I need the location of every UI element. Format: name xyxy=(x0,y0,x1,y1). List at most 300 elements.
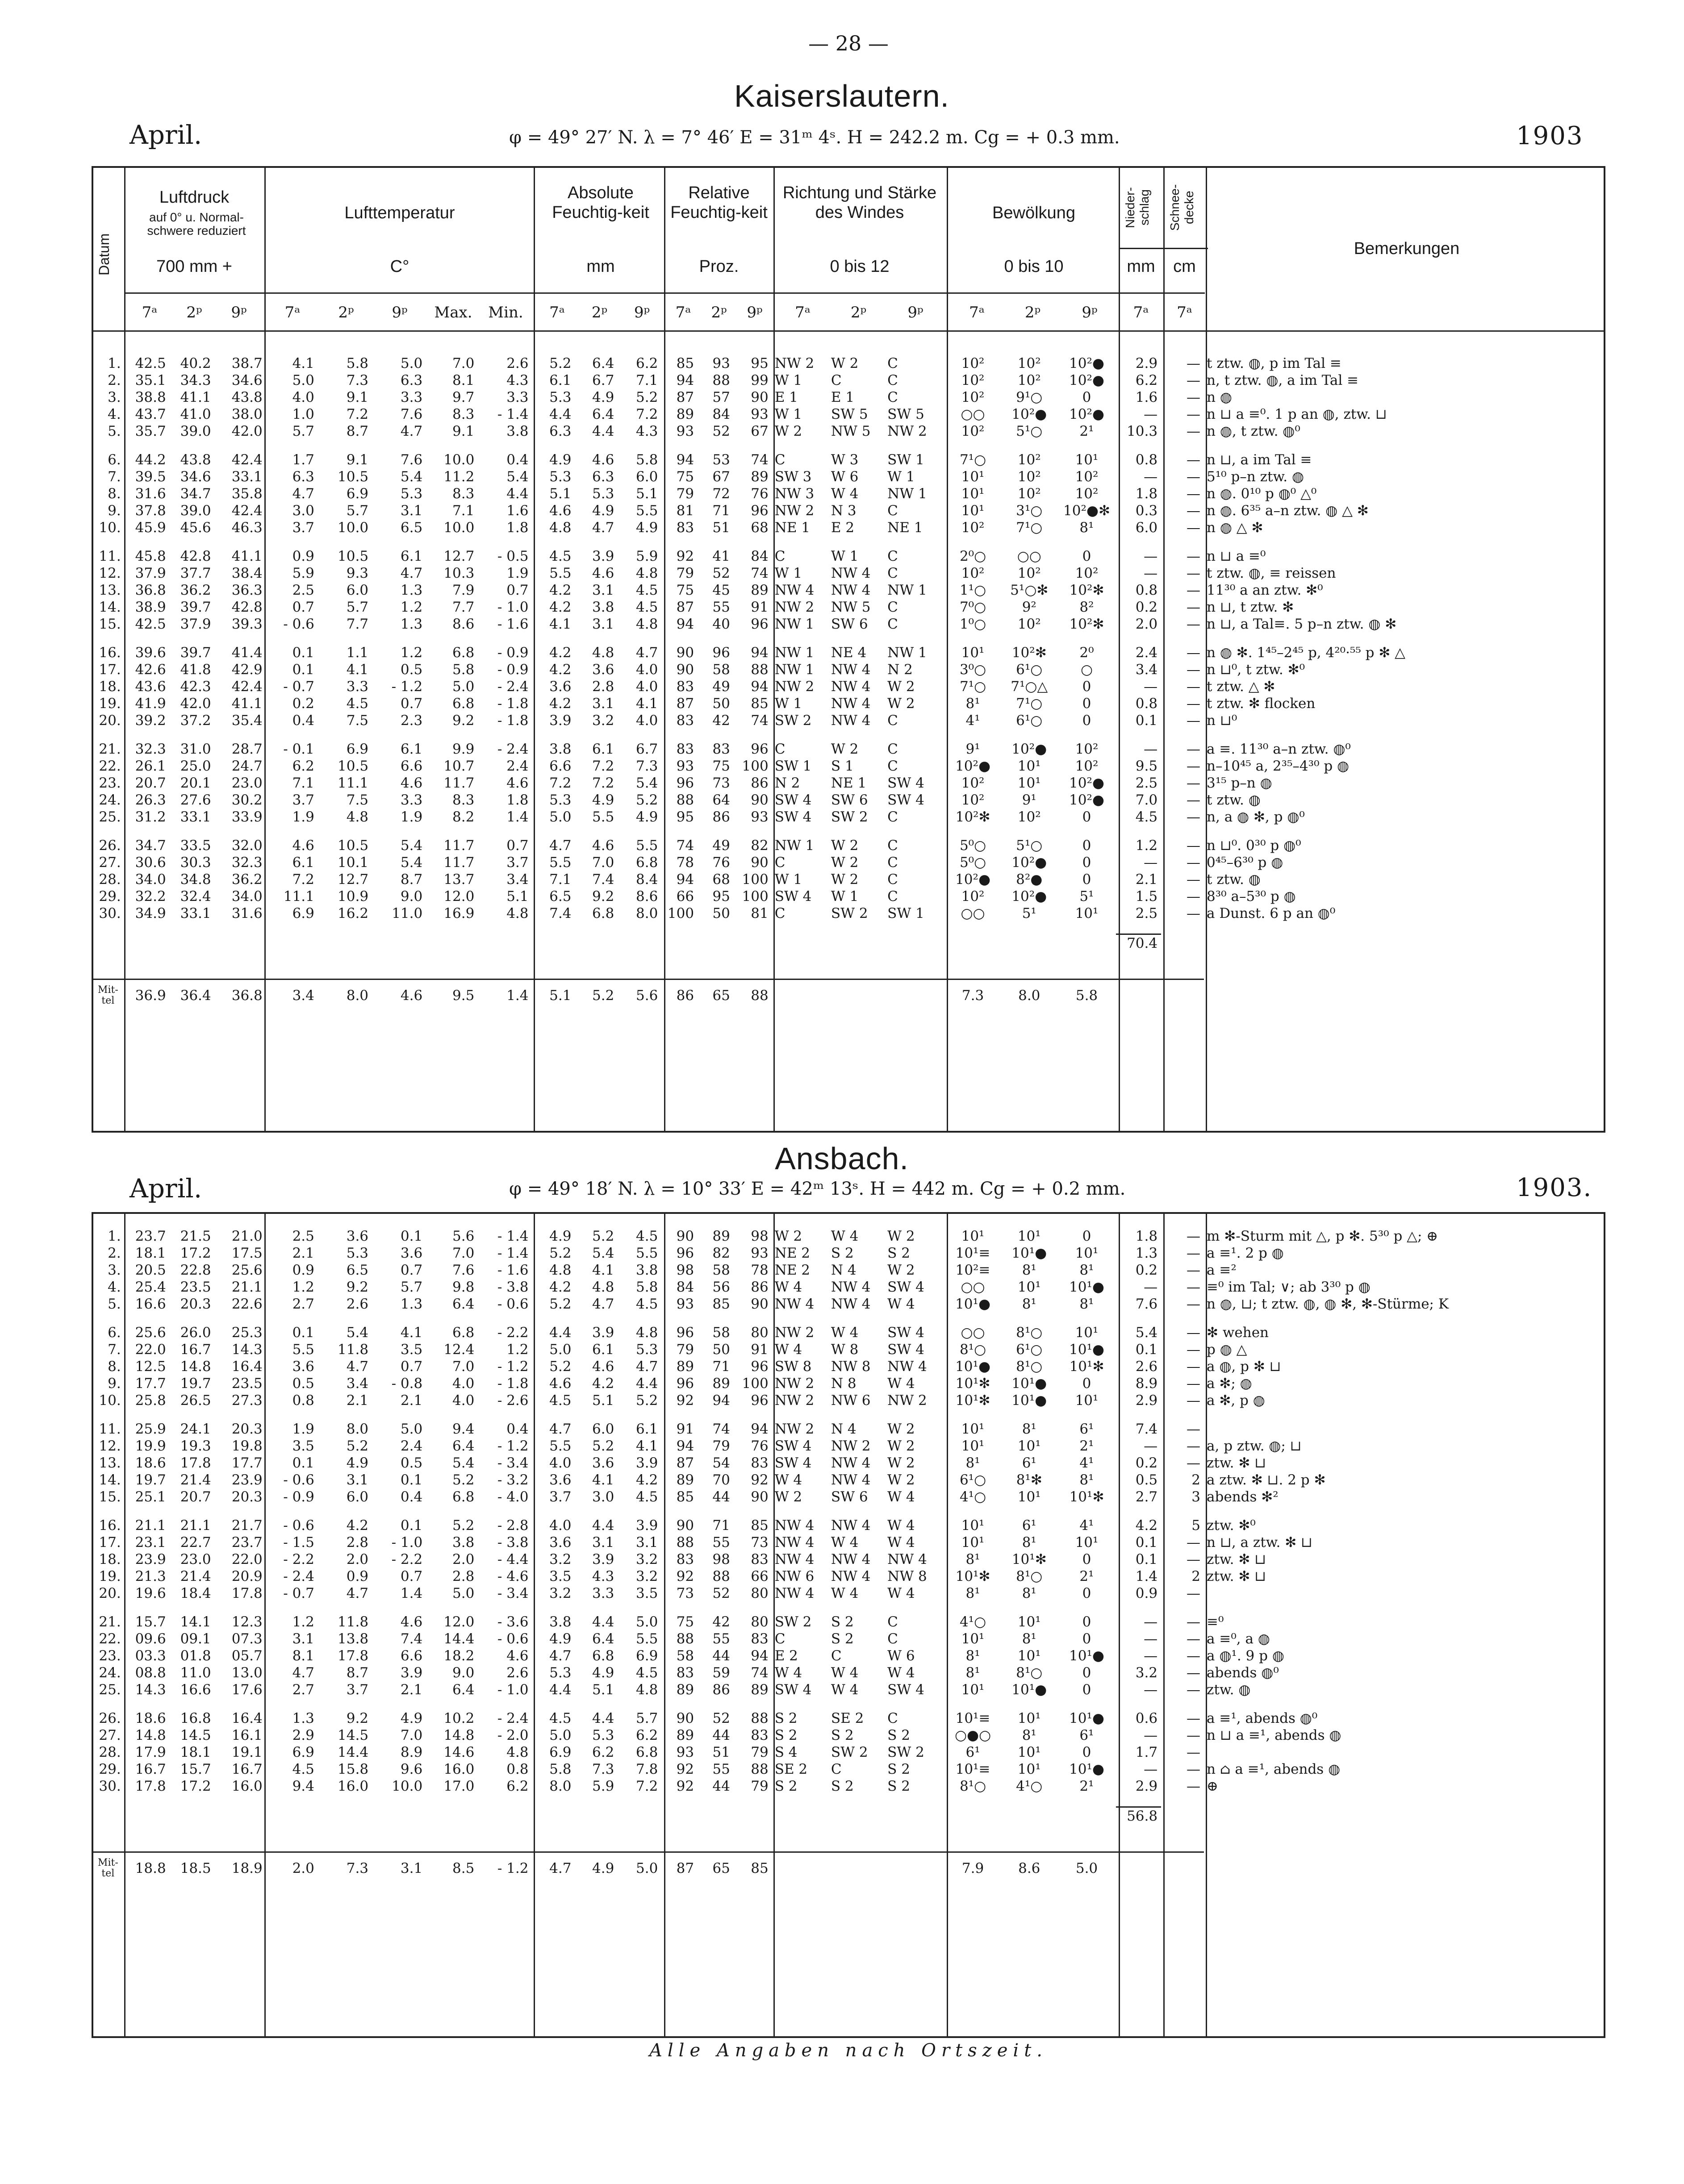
cell-t7: 11.1 xyxy=(283,888,314,904)
cell-w9: W 4 xyxy=(887,1489,915,1505)
cell-r9: 80 xyxy=(751,1585,769,1601)
cell-p2: 16.8 xyxy=(180,1710,211,1726)
cell-snow: — xyxy=(1187,838,1201,854)
cell-r9: 74 xyxy=(751,1665,769,1681)
cell-r9: 94 xyxy=(751,1648,769,1664)
cell-p7: 39.6 xyxy=(135,645,166,661)
cell-t9: 6.3 xyxy=(400,372,423,388)
cell-precip: 0.1 xyxy=(1135,1551,1158,1567)
cell-precip: 0.1 xyxy=(1135,1534,1158,1550)
cell-p2: 21.4 xyxy=(180,1472,211,1488)
cell-b9: 0 xyxy=(1082,1665,1091,1681)
cell-t9: 4.6 xyxy=(400,1614,423,1630)
cell-remarks: n ⌂ a ≡¹, abends ◍ xyxy=(1207,1761,1341,1777)
cell-t7: - 0.1 xyxy=(283,741,314,757)
cell-t2: 2.0 xyxy=(346,1551,369,1567)
cell-w7: S 2 xyxy=(774,1778,798,1794)
mean-tmax: 8.5 xyxy=(426,1852,478,1884)
cell-r7: 94 xyxy=(676,452,694,468)
cell-b9: 2¹ xyxy=(1079,423,1094,439)
table-row xyxy=(92,582,1605,599)
cell-b7: 5⁰○ xyxy=(959,838,986,854)
cell-day: 12. xyxy=(99,1438,121,1454)
cell-b7: 8¹ xyxy=(965,1665,980,1681)
cell-p2: 34.6 xyxy=(180,469,211,485)
mean-r2: 65 xyxy=(698,1852,734,1884)
cell-r7: 93 xyxy=(676,1744,694,1760)
cell-tmin: 3.8 xyxy=(506,423,529,439)
cell-day: 18. xyxy=(99,1551,121,1567)
cell-b7: 10²≡ xyxy=(955,1262,990,1278)
cell-w2: W 4 xyxy=(831,1534,859,1550)
cell-w2: C xyxy=(831,1761,842,1777)
cell-precip: 2.4 xyxy=(1135,645,1158,661)
cell-w9: W 4 xyxy=(887,1585,915,1601)
cell-remarks xyxy=(1204,1744,1605,1761)
cell-w9: C xyxy=(887,599,898,615)
mean-b9: 5.8 xyxy=(1057,979,1116,1012)
cell-tmax: 2.0 xyxy=(452,1551,475,1567)
cell-b9: 10²● xyxy=(1069,775,1104,791)
cell-p9: 23.7 xyxy=(231,1534,263,1550)
cell-w9: S 2 xyxy=(887,1245,910,1261)
cell-r9: 96 xyxy=(751,741,769,757)
cell-r7: 83 xyxy=(676,679,694,695)
cell-w2: SW 6 xyxy=(831,792,868,808)
cell-day: 24. xyxy=(99,792,121,808)
cell-r7: 74 xyxy=(676,838,694,854)
cell-r7: 93 xyxy=(676,1296,694,1312)
cell-t7: 2.7 xyxy=(292,1682,314,1698)
cell-e9: 8.4 xyxy=(636,871,658,888)
cell-p7: 23.7 xyxy=(135,1228,166,1244)
cell-r7: 96 xyxy=(676,1375,694,1392)
cell-r2: 50 xyxy=(712,905,730,921)
cell-tmin: 5.4 xyxy=(506,469,529,485)
cell-t9: 0.7 xyxy=(400,1568,423,1584)
cell-r7: 83 xyxy=(676,1665,694,1681)
cell-day: 5. xyxy=(108,423,121,439)
table-row xyxy=(92,1517,1605,1534)
cell-w2: W 2 xyxy=(831,741,859,757)
cell-precip: 5.4 xyxy=(1135,1325,1158,1341)
cell-b9: 10²● xyxy=(1069,372,1104,388)
cell-e9: 3.1 xyxy=(636,1534,658,1550)
cell-p9: 17.5 xyxy=(231,1245,263,1261)
cell-b7: 6¹ xyxy=(965,1744,980,1760)
cell-r2: 50 xyxy=(712,696,730,712)
cell-e2: 4.3 xyxy=(592,1568,614,1584)
cell-tmin: - 2.6 xyxy=(497,1392,529,1409)
cell-p7: 14.3 xyxy=(135,1682,166,1698)
cell-p7: 16.7 xyxy=(135,1761,166,1777)
cell-w7: NW 1 xyxy=(774,838,815,854)
cell-b2: 10¹ xyxy=(1017,1279,1041,1295)
cell-e9: 7.1 xyxy=(636,372,658,388)
cell-b9: 10¹● xyxy=(1069,1279,1104,1295)
cell-w2: W 4 xyxy=(831,1585,859,1601)
cell-p7: 45.8 xyxy=(135,548,166,564)
cell-e2: 7.4 xyxy=(592,871,614,888)
cell-t7: 0.7 xyxy=(292,599,314,615)
table-row xyxy=(92,372,1605,389)
cell-b2: 10¹✻ xyxy=(1011,1551,1047,1567)
cell-w2: NW 6 xyxy=(831,1392,871,1409)
cell-snow: — xyxy=(1187,372,1201,388)
cell-r9: 81 xyxy=(751,905,769,921)
cell-r9: 96 xyxy=(751,1359,769,1375)
cell-day: 12. xyxy=(99,565,121,581)
cell-b9: 10² xyxy=(1075,758,1099,774)
cell-b9: 0 xyxy=(1082,871,1091,888)
cell-day: 27. xyxy=(99,854,121,871)
cell-b9: 8² xyxy=(1079,599,1094,615)
cell-day: 26. xyxy=(99,1710,121,1726)
cell-tmax: 5.8 xyxy=(452,662,475,678)
cell-tmax: 5.2 xyxy=(452,1472,475,1488)
cell-p2: 40.2 xyxy=(180,355,211,371)
cell-b9: 10¹● xyxy=(1069,1648,1104,1664)
cell-remarks: n ⊔, a ztw. ✻ ⊔ xyxy=(1207,1534,1313,1550)
cell-r7: 73 xyxy=(676,1585,694,1601)
cell-tmin: 1.4 xyxy=(506,809,529,825)
cell-p2: 42.3 xyxy=(180,679,211,695)
cell-b9: 10²✻ xyxy=(1069,582,1104,598)
cell-b2: 6¹ xyxy=(1022,1517,1036,1534)
cell-p9: 23.0 xyxy=(231,775,263,791)
cell-b2: 9¹ xyxy=(1022,792,1036,808)
cell-r7: 83 xyxy=(676,713,694,729)
cell-w2: W 6 xyxy=(831,469,859,485)
cell-b9: 0 xyxy=(1082,854,1091,871)
cell-day: 27. xyxy=(99,1727,121,1743)
cell-p2: 25.0 xyxy=(180,758,211,774)
table-row xyxy=(92,1664,1605,1681)
cell-tmax: 12.7 xyxy=(443,548,475,564)
cell-tmin: - 3.8 xyxy=(497,1279,529,1295)
table-row xyxy=(92,1585,1605,1602)
header-bewoelkung-unit: 0 bis 10 xyxy=(1004,257,1064,276)
cell-r9: 79 xyxy=(751,1744,769,1760)
cell-r7: 94 xyxy=(676,616,694,632)
cell-w9: W 1 xyxy=(887,469,915,485)
cell-snow: — xyxy=(1187,1727,1201,1743)
header-absolute-feuchtigkeit: Absolute Feuchtig-keit xyxy=(552,183,649,222)
cell-tmax: 9.1 xyxy=(452,423,475,439)
cell-e9: 4.7 xyxy=(636,645,658,661)
table-row xyxy=(92,888,1605,905)
cell-b2: 10¹ xyxy=(1017,1710,1041,1726)
cell-b2: 5¹○ xyxy=(1016,838,1043,854)
cell-r2: 79 xyxy=(712,1438,730,1454)
cell-w9: W 4 xyxy=(887,1375,915,1392)
cell-precip: — xyxy=(1144,469,1158,485)
cell-e9: 4.8 xyxy=(636,565,658,581)
cell-p9: 33.1 xyxy=(231,469,263,485)
cell-snow: — xyxy=(1187,679,1201,695)
cell-r7: 87 xyxy=(676,599,694,615)
cell-w2: C xyxy=(831,1648,842,1664)
cell-p9: 41.4 xyxy=(231,645,263,661)
cell-e2: 4.9 xyxy=(592,503,614,519)
cell-remarks: ztw. ✻ ⊔ xyxy=(1207,1568,1266,1584)
cell-e7: 4.4 xyxy=(549,1325,572,1341)
cell-e2: 3.1 xyxy=(592,696,614,712)
cell-precip: — xyxy=(1144,1648,1158,1664)
cell-p9: 19.1 xyxy=(231,1744,263,1760)
cell-w7: C xyxy=(774,905,786,921)
cell-precip: 2.9 xyxy=(1135,1392,1158,1409)
cell-tmax: 12.0 xyxy=(443,1614,475,1630)
cell-r2: 44 xyxy=(712,1727,730,1743)
cell-r7: 92 xyxy=(676,1761,694,1777)
cell-r7: 90 xyxy=(676,662,694,678)
cell-remarks: n ⊔ a ≡⁰. 1 p an ◍, ztw. ⊔ xyxy=(1207,406,1387,422)
cell-w2: W 2 xyxy=(831,854,859,871)
cell-e2: 4.9 xyxy=(592,792,614,808)
cell-b9: 6¹ xyxy=(1079,1727,1094,1743)
cell-t9: 5.4 xyxy=(400,469,423,485)
cell-p9: 43.8 xyxy=(231,389,263,405)
cell-p7: 17.8 xyxy=(135,1778,166,1794)
cell-r7: 90 xyxy=(676,1517,694,1534)
cell-r7: 85 xyxy=(676,355,694,371)
cell-t9: 3.3 xyxy=(400,389,423,405)
cell-e7: 4.2 xyxy=(549,582,572,598)
cell-w9: NW 1 xyxy=(887,486,927,502)
cell-w2: W 2 xyxy=(831,871,859,888)
cell-tmax: 6.4 xyxy=(452,1296,475,1312)
mean-precip xyxy=(1116,979,1161,1012)
cell-snow: — xyxy=(1187,1710,1201,1726)
cell-remarks: ztw. ✻ ⊔ xyxy=(1207,1455,1266,1471)
cell-b7: 10² xyxy=(961,423,985,439)
cell-b7: 10¹≡ xyxy=(955,1710,990,1726)
cell-b9: 10¹● xyxy=(1069,1710,1104,1726)
cell-e2: 3.6 xyxy=(592,662,614,678)
cell-b9: 10²● xyxy=(1069,792,1104,808)
cell-b7: 10¹ xyxy=(961,486,985,502)
mean-tmin: 1.4 xyxy=(478,979,532,1012)
cell-p7: 32.3 xyxy=(135,741,166,757)
cell-r2: 45 xyxy=(712,582,730,598)
cell-e7: 5.3 xyxy=(549,389,572,405)
mean-w2 xyxy=(828,979,885,1012)
cell-p2: 33.1 xyxy=(180,809,211,825)
cell-e2: 6.8 xyxy=(592,1648,614,1664)
cell-day: 30. xyxy=(99,1778,121,1794)
cell-b9: 10¹✻ xyxy=(1069,1489,1104,1505)
cell-day: 14. xyxy=(99,1472,121,1488)
cell-tmin: 0.8 xyxy=(506,1761,529,1777)
cell-p7: 32.2 xyxy=(135,888,166,904)
cell-w7: W 4 xyxy=(774,1342,802,1358)
cell-w7: SW 2 xyxy=(774,713,812,729)
cell-tmin: - 1.0 xyxy=(497,1682,529,1698)
cell-p9: 16.1 xyxy=(231,1727,263,1743)
cell-r2: 44 xyxy=(712,1648,730,1664)
cell-r7: 84 xyxy=(676,1279,694,1295)
cell-r7: 96 xyxy=(676,775,694,791)
cell-e9: 5.8 xyxy=(636,1279,658,1295)
cell-tmin: 5.1 xyxy=(506,888,529,904)
cell-t7: - 1.5 xyxy=(283,1534,314,1550)
cell-b7: 10¹ xyxy=(961,1534,985,1550)
cell-w2: W 4 xyxy=(831,1325,859,1341)
cell-tmin: - 2.0 xyxy=(497,1727,529,1743)
mean-t9: 4.6 xyxy=(372,979,426,1012)
cell-t7: 0.1 xyxy=(292,1455,314,1471)
cell-t9: 4.7 xyxy=(400,565,423,581)
cell-e2: 3.8 xyxy=(592,599,614,615)
cell-p9: 17.6 xyxy=(231,1682,263,1698)
cell-p9: 41.1 xyxy=(231,696,263,712)
cell-t9: 1.3 xyxy=(400,1296,423,1312)
cell-tmin: 0.7 xyxy=(506,838,529,854)
subheader-9p: 9ᵖ xyxy=(1082,304,1098,321)
subheader-7a: 7ᵃ xyxy=(284,304,301,321)
cell-tmax: 5.0 xyxy=(452,679,475,695)
cell-tmax: 18.2 xyxy=(443,1648,475,1664)
cell-tmin: - 0.9 xyxy=(497,645,529,661)
cell-r2: 71 xyxy=(712,1517,730,1534)
table-row xyxy=(92,905,1605,922)
cell-tmax: 9.7 xyxy=(452,389,475,405)
mean-p9: 36.8 xyxy=(215,979,266,1012)
cell-tmin: 1.8 xyxy=(506,520,529,536)
cell-p9: 34.6 xyxy=(231,372,263,388)
cell-tmax: 10.0 xyxy=(443,520,475,536)
cell-t2: 4.1 xyxy=(346,662,369,678)
cell-b7: 8¹ xyxy=(965,1551,980,1567)
cell-b7: 6¹○ xyxy=(959,1472,986,1488)
cell-w2: W 2 xyxy=(831,838,859,854)
cell-b2: 8¹○ xyxy=(1016,1665,1043,1681)
cell-w7: C xyxy=(774,1631,786,1647)
cell-day: 9. xyxy=(108,1375,121,1392)
table-row xyxy=(92,406,1605,423)
cell-b2: 8¹ xyxy=(1022,1296,1036,1312)
cell-p2: 23.0 xyxy=(180,1551,211,1567)
cell-e2: 6.4 xyxy=(592,1631,614,1647)
cell-e2: 7.3 xyxy=(592,1761,614,1777)
cell-t9: 5.4 xyxy=(400,838,423,854)
cell-p7: 20.7 xyxy=(135,775,166,791)
cell-r9: 91 xyxy=(751,599,769,615)
cell-tmax: 7.0 xyxy=(452,355,475,371)
cell-remarks: ⊕ xyxy=(1207,1778,1219,1794)
cell-tmin: - 1.8 xyxy=(497,696,529,712)
cell-r7: 88 xyxy=(676,1631,694,1647)
cell-t7: 0.5 xyxy=(292,1375,314,1392)
cell-e2: 4.2 xyxy=(592,1375,614,1392)
cell-b2: 4¹○ xyxy=(1016,1778,1043,1794)
cell-day: 7. xyxy=(108,469,121,485)
cell-e7: 6.1 xyxy=(549,372,572,388)
cell-w7: NW 4 xyxy=(774,1517,815,1534)
cell-w2: NW 4 xyxy=(831,713,871,729)
mean-w9 xyxy=(885,979,944,1012)
cell-w2: NW 2 xyxy=(831,1438,871,1454)
cell-snow: — xyxy=(1187,888,1201,904)
cell-e9: 5.2 xyxy=(636,1392,658,1409)
cell-b2: 10² xyxy=(1017,616,1041,632)
cell-precip: — xyxy=(1144,679,1158,695)
cell-w2: W 4 xyxy=(831,486,859,502)
cell-r7: 66 xyxy=(676,888,694,904)
cell-r7: 85 xyxy=(676,1489,694,1505)
cell-e2: 6.7 xyxy=(592,372,614,388)
cell-r9: 80 xyxy=(751,1614,769,1630)
cell-p9: 24.7 xyxy=(231,758,263,774)
cell-b7: 10² xyxy=(961,775,985,791)
cell-tmax: 4.0 xyxy=(452,1375,475,1392)
table-row xyxy=(92,565,1605,582)
cell-r7: 81 xyxy=(676,503,694,519)
cell-b7: 7⁰○ xyxy=(959,599,986,615)
cell-p9: 07.3 xyxy=(231,1631,263,1647)
cell-p7: 08.8 xyxy=(135,1665,166,1681)
cell-r9: 86 xyxy=(751,1279,769,1295)
cell-r7: 83 xyxy=(676,520,694,536)
cell-b2: 10¹ xyxy=(1017,1489,1041,1505)
table-row xyxy=(92,758,1605,775)
cell-t2: 9.3 xyxy=(346,565,369,581)
mean-w7 xyxy=(772,979,828,1012)
cell-r2: 71 xyxy=(712,1359,730,1375)
cell-t7: 4.0 xyxy=(292,389,314,405)
cell-t7: - 2.2 xyxy=(283,1551,314,1567)
cell-w7: NW 4 xyxy=(774,1551,815,1567)
cell-p9: 17.7 xyxy=(231,1455,263,1471)
cell-snow: — xyxy=(1187,1682,1201,1698)
cell-b7: 10¹ xyxy=(961,1438,985,1454)
cell-r9: 76 xyxy=(751,1438,769,1454)
cell-r9: 74 xyxy=(751,713,769,729)
cell-precip: 7.4 xyxy=(1135,1421,1158,1437)
cell-r2: 84 xyxy=(712,406,730,422)
cell-snow: — xyxy=(1187,406,1201,422)
cell-w7: NE 2 xyxy=(774,1262,811,1278)
cell-t9: 0.7 xyxy=(400,696,423,712)
cell-e2: 4.9 xyxy=(592,1665,614,1681)
cell-t2: 6.5 xyxy=(346,1262,369,1278)
cell-snow: — xyxy=(1187,871,1201,888)
cell-e7: 5.8 xyxy=(549,1761,572,1777)
mean-b9: 5.0 xyxy=(1057,1852,1116,1884)
cell-w7: NW 2 xyxy=(774,1392,815,1409)
cell-p7: 18.6 xyxy=(135,1455,166,1471)
cell-t9: 5.0 xyxy=(400,1421,423,1437)
cell-tmin: - 1.2 xyxy=(497,1359,529,1375)
cell-b2: 9² xyxy=(1022,599,1036,615)
cell-t7: 0.1 xyxy=(292,645,314,661)
cell-snow: 5 xyxy=(1191,1517,1201,1534)
cell-r7: 79 xyxy=(676,486,694,502)
cell-t9: 4.9 xyxy=(400,1710,423,1726)
cell-t2: 4.7 xyxy=(346,1359,369,1375)
cell-p7: 20.5 xyxy=(135,1262,166,1278)
cell-e7: 4.7 xyxy=(549,838,572,854)
cell-p2: 19.3 xyxy=(180,1438,211,1454)
cell-p2: 15.7 xyxy=(180,1761,211,1777)
cell-remarks: ztw. ✻ ⊔ xyxy=(1207,1551,1266,1567)
cell-e9: 5.3 xyxy=(636,1342,658,1358)
cell-t7: 5.0 xyxy=(292,372,314,388)
cell-p2: 43.8 xyxy=(180,452,211,468)
cell-tmin: - 1.6 xyxy=(497,1262,529,1278)
cell-e9: 4.8 xyxy=(636,616,658,632)
